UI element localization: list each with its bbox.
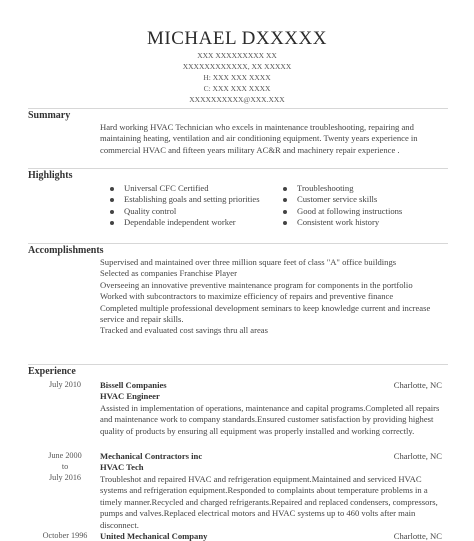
job-location: Charlotte, NC [393,451,442,461]
highlights-heading: Highlights [28,170,73,181]
list-item: Dependable independent worker [110,217,260,228]
list-item: Quality control [110,206,260,217]
candidate-name: MICHAEL DXXXXX [147,28,327,49]
summary-heading: Summary [28,110,71,121]
job-description: Assisted in implementation of operations, maintenance and capital programs.Completed all repairs and maintenance work to company standards.Ensured customer satisfaction by providing highest quality of products by ensuring all equipment was properly installed and working correctly. [100,403,440,436]
contact-home-phone: H: XXX XXX XXXX [203,73,271,82]
job-company: Mechanical Contractors inc [100,451,203,461]
list-item: Selected as companies Franchise Player [100,268,237,279]
contact-cell-phone: C: XXX XXX XXXX [203,84,271,93]
job-date: October 1996 [42,531,88,540]
summary-text: Hard working HVAC Technician who excels in maintenance troubleshooting, repairing and maintaining heating, ventilation and air conditioning equipment. Twenty years experience in commercial HVAC and fifteen years military AC&R and machinery repair experience . [100,122,418,155]
list-item: Universal CFC Certified [110,183,260,194]
experience-heading: Experience [28,366,76,377]
job-company: Bissell Companies [100,380,167,390]
job-description: Troubleshot and repaired HVAC and refrigeration equipment.Maintained and serviced HVAC systems and refrigeration equipment.Responded to complaints about temperature problems in a timely manner.Recycled and charged refrigerants.Repaired and replaced condensers, compressors, pumps and valves.Replaced electrical motors and HVAC systems up to 460 volts after main disconnect. [100,474,438,530]
highlights-right-list [283,183,453,229]
list-item: Supervised and maintained over three million square feet of class "A" office buildings [100,257,397,267]
section-divider [28,364,448,365]
list-item: Overseeing an innovative preventive maintenance program for components in the portfolio [100,279,413,290]
job-date-to: to [61,462,69,471]
job-company: United Mechanical Company [100,531,208,541]
section-divider [28,243,448,244]
list-item: Troubleshooting [283,183,453,194]
highlights-left-list [110,183,260,229]
job-date: July 2010 [48,380,82,389]
section-divider [28,108,448,109]
list-item: Worked with subcontractors to maximize efficiency of repairs and preventive finance [100,291,394,302]
contact-address-line: XXX XXXXXXXXX XX [197,51,277,60]
list-item: Establishing goals and setting priorities [110,194,260,205]
contact-email: XXXXXXXXXX@XXX.XXX [189,95,285,104]
job-date-end: July 2016 [48,473,82,482]
job-title: HVAC Tech [100,462,144,472]
accomplishments-list [100,257,445,337]
accomplishments-heading: Accomplishments [28,245,104,256]
list-item: Consistent work history [283,217,453,228]
list-item: Tracked and evaluated cost savings thru all areas [100,325,268,336]
list-item: Good at following instructions [283,206,453,217]
list-item: Customer service skills [283,194,453,205]
contact-city-line: XXXXXXXXXXXX, XX XXXXX [182,62,292,71]
job-location: Charlotte, NC [393,380,442,390]
list-item: Completed multiple professional development seminars to keep knowledge current and increase service and repair skills. [100,302,431,325]
job-date-start: June 2000 [48,451,82,460]
job-title: HVAC Engineer [100,391,160,401]
job-location: Charlotte, NC [393,531,442,541]
section-divider [28,168,448,169]
